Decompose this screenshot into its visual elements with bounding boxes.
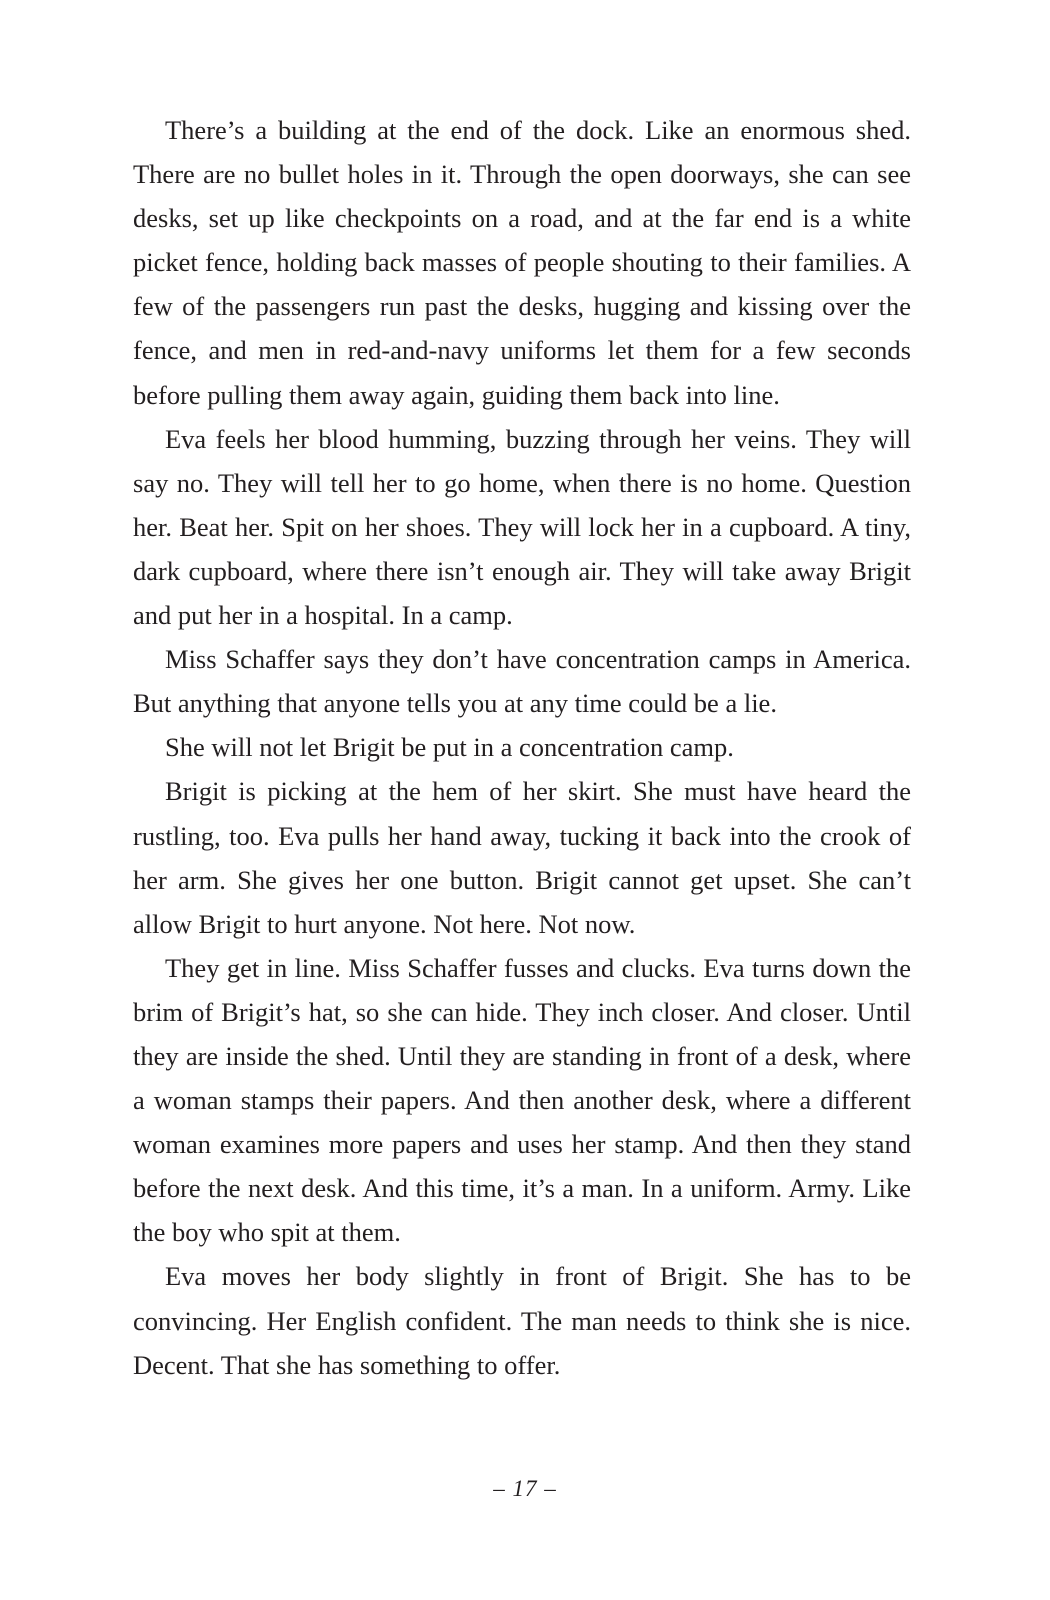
paragraph-6: They get in line. Miss Schaffer fusses and clucks. Eva turns down the brim of Brigit’s hat, so she can hide. They inch closer. And closer. Until they are inside the shed. Until they are standing in front of a desk, where a woman stamps their papers. And then another desk, where a different woman examines more papers and uses her stamp. And then they stand before the next desk. And this time, it’s a man. In a uniform. Army. Like the boy who spit at them. xyxy=(133,952,911,1248)
paragraph-2: Eva feels her blood humming, buzzing through her veins. They will say no. They will tell her to go home, when there is no home. Question her. Beat her. Spit on her shoes. They will lock her in a cupboard. A tiny, dark cupboard, where there isn’t enough air. They will take away Brigit and put her in a hospital. In a camp. xyxy=(133,423,911,631)
paragraph-1: There’s a building at the end of the dock. Like an enormous shed. There are no bullet holes in it. Through the open doorways, she can see desks, set up like checkpoints on a road, and at the far end is a white picket fence, holding back masses of people shouting to their families. A few of the passengers run past the desks, hugging and kissing over the fence, and men in red-and-navy uniforms let them for a few seconds before pulling them away again, guiding them back into line. xyxy=(133,115,911,410)
page-number: – 17 – xyxy=(493,1476,557,1501)
paragraph-7: Eva moves her body slightly in front of Brigit. She has to be convincing. Her English confident. The man needs to think she is nice. Decent. That she has something to offer. xyxy=(133,1261,911,1380)
paragraph-4: She will not let Brigit be put in a concentration camp. xyxy=(165,732,734,763)
paragraph-3: Miss Schaffer says they don’t have concentration camps in America. But anything that anyone tells you at any time could be a lie. xyxy=(133,644,911,719)
body-text xyxy=(133,108,911,1387)
paragraph-5: Brigit is picking at the hem of her skirt. She must have heard the rustling, too. Eva pulls her hand away, tucking it back into the crook of her arm. She gives her one button. Brigit cannot get upset. She can’t allow Brigit to hurt anyone. Not here. Not now. xyxy=(133,776,911,939)
